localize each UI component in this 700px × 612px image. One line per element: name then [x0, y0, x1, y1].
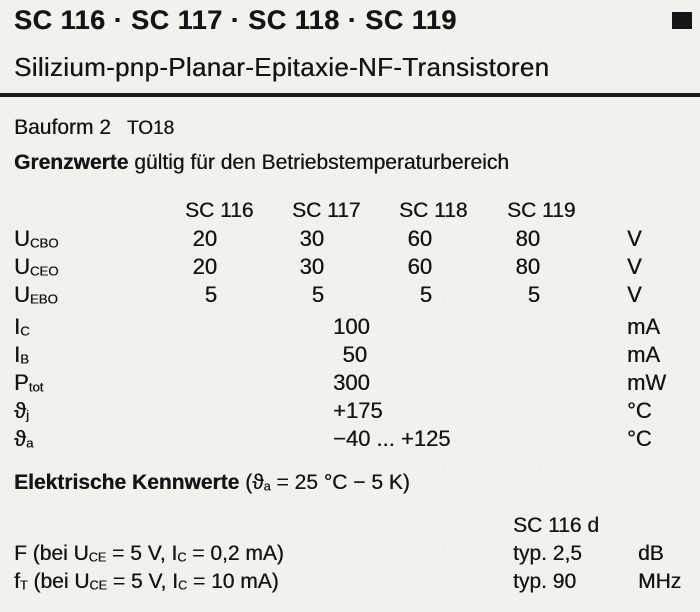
cell-value: 60 [407, 226, 432, 251]
cell-unit: dB [638, 542, 664, 565]
row-label: IC [14, 314, 30, 339]
cell-value: 20 [192, 226, 217, 251]
table-row-noise-figure [0, 540, 700, 568]
bauform-line [14, 116, 174, 140]
cell-value: 5 [204, 282, 217, 307]
electrical-heading-bold: Elektrische Kennwerte [14, 471, 240, 494]
cell-value: 5 [419, 282, 432, 307]
table-row-theta-a [0, 425, 700, 453]
table-row-ic [0, 313, 700, 341]
table-row-uceo [0, 253, 700, 281]
cell-value: 5 [311, 282, 324, 307]
kennwerte-table [0, 512, 700, 596]
row-label: UEBO [14, 282, 58, 307]
table-row-theta-j [0, 397, 700, 425]
table-row-transit-frequency [0, 568, 700, 596]
cell-value: typ. 90 [513, 570, 577, 593]
cell-value: 20 [192, 254, 217, 279]
limits-header-row [0, 197, 700, 225]
bauform-label: Bauform 2 [14, 116, 111, 139]
table-row-uebo [0, 281, 700, 309]
cell-unit: V [627, 282, 642, 307]
cell-merged: 300 [333, 370, 370, 395]
cell-merged: 50 [342, 342, 367, 367]
row-label: ϑa [14, 426, 34, 451]
column-header-sc116: SC 116 [185, 199, 254, 222]
column-header-sc118: SC 118 [399, 199, 468, 222]
cell-merged: −40 ... +125 [333, 426, 451, 451]
cell-unit: mA [627, 314, 660, 339]
row-label: UCBO [14, 226, 59, 251]
column-header-sc119: SC 119 [507, 199, 576, 222]
page-subtitle: Silizium-pnp-Planar-Epitaxie-NF-Transistoren [14, 52, 550, 82]
cell-merged: +175 [333, 398, 383, 423]
page-title: SC 116 · SC 117 · SC 118 · SC 119 [14, 5, 457, 35]
cell-value: 80 [515, 226, 540, 251]
cell-unit: mA [627, 342, 660, 367]
cell-unit: mW [627, 370, 667, 395]
table-row-ucbo [0, 225, 700, 253]
header-divider [0, 93, 700, 97]
cell-value: 80 [515, 254, 540, 279]
row-label: F (bei UCE = 5 V, IC = 0,2 mA) [14, 542, 284, 565]
limits-table [0, 197, 700, 453]
cell-value: 60 [407, 254, 432, 279]
column-header-sc117: SC 117 [292, 199, 361, 222]
cell-unit: MHz [638, 570, 682, 593]
row-label: Ptot [14, 370, 44, 395]
cell-value: 5 [527, 282, 540, 307]
column-header-sc116d: SC 116 d [513, 514, 599, 537]
limits-heading-rest: gültig für den Betriebstemperaturbereich [128, 151, 509, 174]
cell-unit: °C [627, 426, 652, 451]
row-label: UCEO [14, 254, 59, 279]
cell-value: typ. 2,5 [513, 542, 582, 565]
cell-value: 30 [299, 254, 324, 279]
cell-value: 30 [299, 226, 324, 251]
row-label: fT (bei UCE = 5 V, IC = 10 mA) [14, 570, 279, 593]
corner-marker-icon [672, 12, 692, 29]
limits-heading-bold: Grenzwerte [14, 151, 129, 174]
cell-unit: °C [627, 398, 652, 423]
kennwerte-header-row [0, 512, 700, 540]
package-code: TO18 [126, 118, 175, 139]
cell-unit: V [627, 254, 642, 279]
limits-heading [14, 151, 509, 175]
table-row-ib [0, 341, 700, 369]
electrical-heading: Elektrische Kennwerte (ϑa = 25 °C − 5 K) [14, 471, 410, 494]
table-row-ptot [0, 369, 700, 397]
cell-merged: 100 [333, 314, 370, 339]
cell-unit: V [627, 226, 642, 251]
row-label: ϑj [14, 398, 29, 423]
row-label: IB [14, 342, 29, 367]
